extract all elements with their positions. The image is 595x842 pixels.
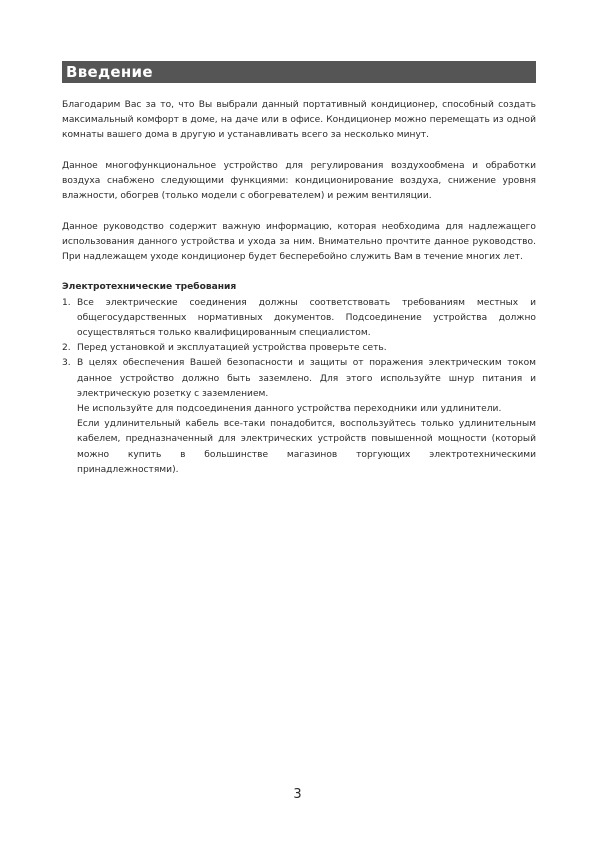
list-item-text: В целях обеспечения Вашей безопасности и защиты от поражения электрическим током данное устройство должно быть заземлено. Для этого используйте шнур питания и электрическую розетку с заземлением. — [77, 358, 536, 399]
list-item-text: Все электрические соединения должны соответствовать требованиям местных и общегосударственных нормативных документов. Подсоединение устройства должно осуществляться только квалифицированным специалистом. — [77, 297, 536, 338]
section-header-bar — [62, 61, 536, 83]
list-item-text: Не используйте для подсоединения данного устройства переходники или удлинители. — [77, 404, 502, 415]
intro-paragraph: Данное руководство содержит важную информацию, которая необходима для надлежащего использования данного устройства и ухода за ним. Внимательно прочтите данное руководство. При надлежащем уходе кондиционер будет бесперебойно служить Вам в течение многих лет. — [62, 221, 536, 262]
list-item-text: Если удлинительный кабель все-таки понадобится, воспользуйтесь только удлинительным кабелем, предназначенный для электрических устройств повышенной мощности (который можно купить в большинстве магазинов торгующих электротехническими принадлежностями). — [77, 419, 536, 475]
page-number: 3 — [293, 787, 302, 802]
page-title: Введение — [66, 63, 153, 81]
list-item-number: 1. — [62, 297, 71, 308]
document-body — [62, 83, 536, 478]
list-item — [62, 341, 536, 356]
page-content — [62, 61, 536, 478]
list-item — [62, 296, 536, 342]
list-item-number: 3. — [62, 358, 71, 369]
list-item — [62, 356, 536, 478]
intro-paragraph: Данное многофункциональное устройство для регулирования воздухообмена и обработки воздуха снабжено следующими функциями: кондиционирование воздуха, снижение уровня влажности, обогрев (только модели с обогревателем) и режим вентиляции. — [62, 160, 536, 202]
requirements-list — [62, 296, 536, 478]
list-item-number: 2. — [62, 343, 71, 354]
section-title-electrical: Электротехнические требования — [62, 282, 237, 293]
list-item-text: Перед установкой и эксплуатацией устройства проверьте сеть. — [77, 343, 387, 354]
intro-paragraph: Благодарим Вас за то, что Вы выбрали данный портативный кондиционер, способный создать максимальный комфорт в доме, на даче или в офисе. Кондиционер можно перемещать из одной комнаты вашего дома в другую и устанавливать всего за несколько минут. — [62, 100, 536, 141]
